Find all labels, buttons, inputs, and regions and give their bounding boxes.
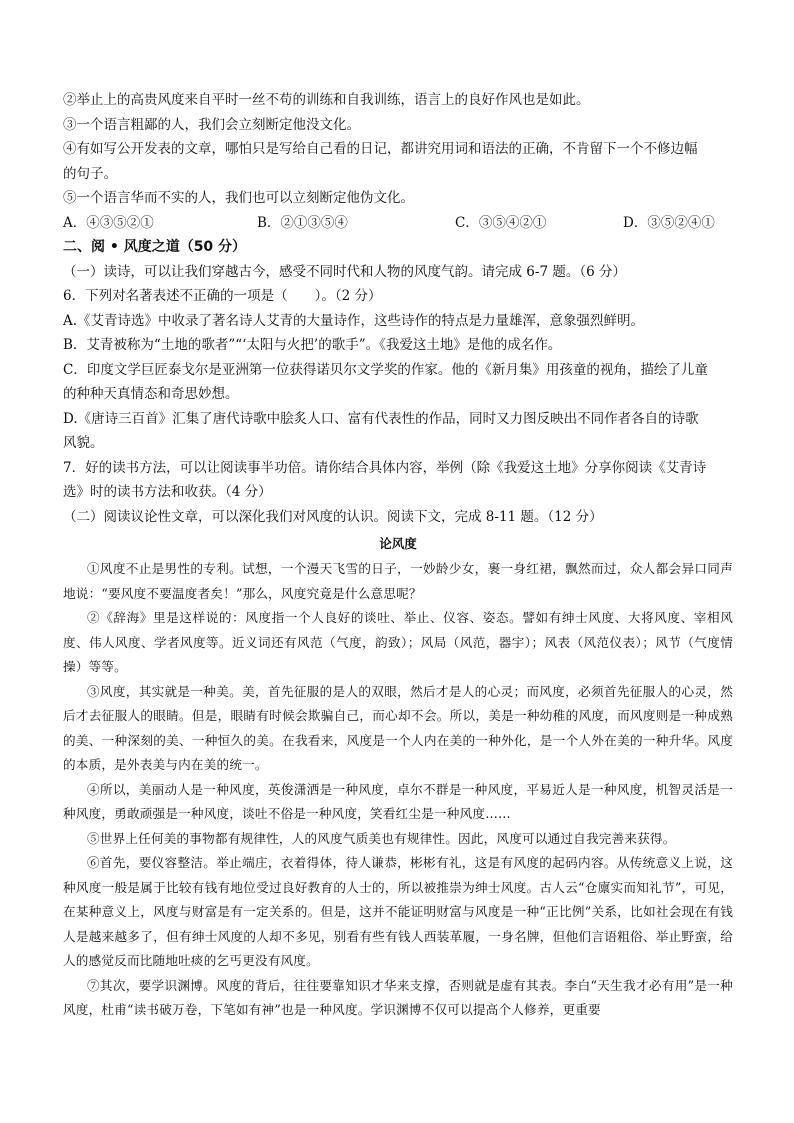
article-paragraph: ④所以，美丽动人是一种风度，英俊潇洒是一种风度，卓尔不群是一种风度，平易近人是一种风度，机智灵活是一种风度，勇敢顽强是一种风度，谈吐不俗是一种风度，笑看红尘是一种风度…… xyxy=(63,781,733,821)
option-a: A．④③⑤②① xyxy=(63,214,154,231)
part2-intro: （二）阅读议论性文章，可以深化我们对风度的认识。阅读下文，完成 8-11 题。（12 分） xyxy=(63,508,603,525)
q6-option-d: D.《唐诗三百首》汇集了唐代诗歌中脍炙人口、富有代表性的作品，同时又力图反映出不同作者各自的诗歌 xyxy=(63,410,699,427)
section-heading: 二、阅 • 风度之道（50 分） xyxy=(63,239,247,255)
q6-option-a: A.《艾青诗选》中收录了著名诗人艾青的大量诗作，这些诗作的特点是力量雄浑，意象强烈鲜明。 xyxy=(63,312,645,329)
option-b: B．②①③⑤④ xyxy=(257,214,348,231)
option-d: D．③⑤②④① xyxy=(623,214,715,231)
q6-option-c-cont: 的种种天真情态和奇思妙想。 xyxy=(63,386,239,402)
exam-page xyxy=(63,88,733,1023)
text-line: 的句子。 xyxy=(63,165,117,182)
text-line: ②举止上的高贵风度来自平时一丝不苟的训练和自我训练，语言上的良好作风也是如此。 xyxy=(63,92,590,108)
article-paragraph: ⑤世界上任何美的事物都有规律性，人的风度气质美也有规律性。因此，风度可以通过自我完善来获得。 xyxy=(87,830,676,846)
text-line: ④有如写公开发表的文章，哪怕只是写给自己看的日记，都讲究用词和语法的正确，不肯留下一个不修边幅 xyxy=(63,141,698,157)
question-7-cont: 选》时的读书方法和收获。（4 分） xyxy=(63,484,272,500)
q6-option-c: C．印度文学巨匠泰戈尔是亚洲第一位获得诺贝尔文学奖的作家。他的《新月集》用孩童的视角，描绘了儿童 xyxy=(63,361,708,378)
option-c: C．③⑤④②① xyxy=(455,214,547,231)
question-6: 6．下列对名著表述不正确的一项是（ ）。（2 分） xyxy=(63,288,382,304)
article-paragraph: ③风度，其实就是一种美。美，首先征服的是人的双眼，然后才是人的心灵；而风度，必须首先征服人的心灵，然后才去征服人的眼睛。但是，眼睛有时候会欺骗自己，而心却不会。所以，美是一种幼稚的风度，而风度则是一种成熟的美、一种深刻的美、一种恒久的美。在我看来，风度是一个人内在美的一种外化，是一个人外在美的一种升华。风度的本质，是外表美与内在美的统一。 xyxy=(63,683,733,772)
question5-options xyxy=(63,211,733,236)
question-7: 7．好的读书方法，可以让阅读事半功倍。请你结合具体内容，举例（除《我爱这土地》分享你阅读《艾青诗 xyxy=(63,459,707,476)
article-paragraph: ⑥首先，要仪容整洁。举止端庄，衣着得体，待人谦恭，彬彬有礼，这是有风度的起码内容。从传统意义上说，这种风度一般是属于比较有钱有地位受过良好教育的人士的，所以被推崇为绅士风度。古人云“仓廪实而知礼节”，可见，在某种意义上，风度与财富是有一定关系的。但是，这并不能证明财富与风度是一种“正比例”关系，比如社会现在有钱人是越来越多了，但有绅士风度的人却不多见，别看有些有钱人西装革履，一身名牌，但他们言语粗俗、举止野蛮，给人的感觉反而比随地吐痰的乞丐更没有风度。 xyxy=(63,855,733,968)
text-line: ⑤一个语言华而不实的人，我们也可以立刻断定他伪文化。 xyxy=(63,190,414,206)
article-paragraph: ⑦其次，要学识渊博。风度的背后，往往要靠知识才华来支撑，否则就是虚有其表。李白“天生我才必有用”是一种风度，杜甫“读书破万卷，下笔如有神”也是一种风度。学识渊博不仅可以提高个人修养，更重要 xyxy=(63,977,733,1017)
q6-option-b: B．艾青被称为“土地的歌者”“‘太阳与火把’的歌手”。《我爱这土地》是他的成名作。 xyxy=(63,337,562,353)
article-paragraph: ②《辞海》里是这样说的：风度指一个人良好的谈吐、举止、仪容、姿态。譬如有绅士风度、大将风度、宰相风度、伟人风度、学者风度等。近义词还有风范（气度，韵致）；风局（风范，器宇）；风表（风范仪表）；风节（气度情操）等等。 xyxy=(63,610,733,674)
article-title: 论风度 xyxy=(379,536,417,551)
text-line: ③一个语言粗鄙的人，我们会立刻断定他没文化。 xyxy=(63,116,360,133)
q6-option-d-cont: 风貌。 xyxy=(63,435,104,451)
article-paragraph: ①风度不止是男性的专利。试想，一个漫天飞雪的日子，一妙龄少女，裹一身红裙，飘然而过，众人都会异口同声地说：“要风度不要温度者矣！”那么，风度究竟是什么意思呢？ xyxy=(63,561,733,601)
part1-intro: （一）读诗，可以让我们穿越古今，感受不同时代和人物的风度气韵。请完成 6-7 题。（6 分） xyxy=(63,263,626,280)
